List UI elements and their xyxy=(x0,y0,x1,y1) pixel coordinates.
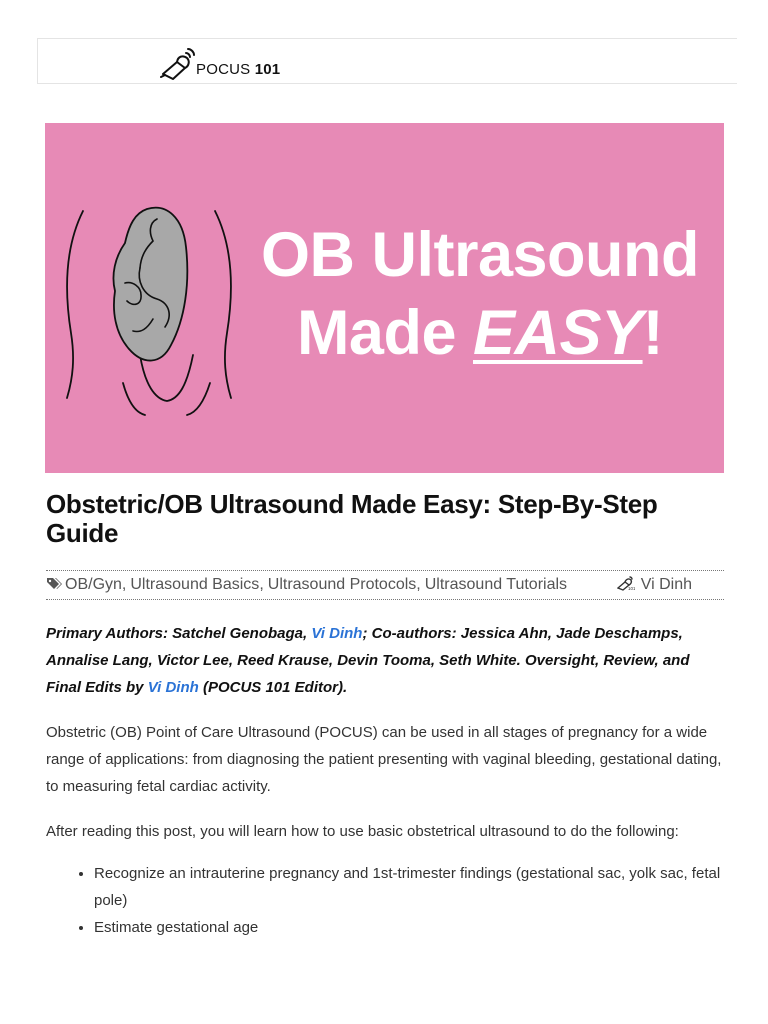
svg-text:101: 101 xyxy=(627,586,635,591)
hero-emphasis: EASY xyxy=(473,298,643,368)
pregnant-abdomen-fetus-illustration xyxy=(45,123,275,473)
post-title: Obstetric/OB Ultrasound Made Easy: Step-By-Step Guide xyxy=(46,489,658,548)
hero-title xyxy=(245,216,715,372)
list-item: • Estimate gestational age xyxy=(94,914,726,941)
category-link-ultrasound-tutorials[interactable]: Ultrasound Tutorials xyxy=(424,576,568,593)
ultrasound-probe-icon xyxy=(159,44,195,80)
hero-title-line1: OB Ultrasound xyxy=(260,220,699,290)
pocus101-author-icon xyxy=(617,573,641,596)
post-author xyxy=(617,573,692,596)
author-credits: Primary Authors: Satchel Genobaga, Vi Dinh; Co-authors: Jessica Ahn, Jade Deschamps, Annalise Lang, Victor Lee, Reed Krause, Devin Tooma, Seth White. Oversight, Review, and Final Edits by Vi Dinh (POCUS 101 Editor). xyxy=(46,625,690,696)
learning-objectives-list xyxy=(46,860,726,941)
author-link[interactable]: Vi Dinh xyxy=(640,575,692,593)
post-meta-bar: OB/Gyn , Ultrasound Basics , Ultrasound Protocols , Ultrasound Tutorials 101 Vi Dinh xyxy=(46,570,724,600)
tags-icon xyxy=(46,577,63,596)
intro-paragraph: Obstetric (OB) Point of Care Ultrasound (POCUS) can be used in all stages of pregnancy for a wide range of applications: from diagnosing the patient presenting with vaginal bleeding, gestational dating, to measuring fetal cardiac activity. xyxy=(46,724,722,795)
post-content xyxy=(46,620,726,941)
site-header xyxy=(37,38,737,84)
learning-intro-paragraph: After reading this post, you will learn how to use basic obstetrical ultrasound to do the following: xyxy=(46,823,679,840)
logo-text: POCUS 101 xyxy=(196,61,281,78)
list-item: • Recognize an intrauterine pregnancy and 1st-trimester findings (gestational sac, yolk sac, fetal pole) xyxy=(94,860,726,914)
hero-title-line2: Made EASY! xyxy=(296,298,664,368)
category-link-ultrasound-protocols[interactable]: Ultrasound Protocols xyxy=(267,576,417,593)
credits-link-vi-dinh[interactable]: Vi Dinh xyxy=(311,625,363,642)
site-logo[interactable] xyxy=(159,44,280,80)
category-link-obgyn[interactable]: OB/Gyn xyxy=(65,576,122,593)
category-link-ultrasound-basics[interactable]: Ultrasound Basics xyxy=(130,576,260,593)
hero-banner xyxy=(45,123,724,473)
credits-link-editor[interactable]: Vi Dinh xyxy=(147,679,199,696)
